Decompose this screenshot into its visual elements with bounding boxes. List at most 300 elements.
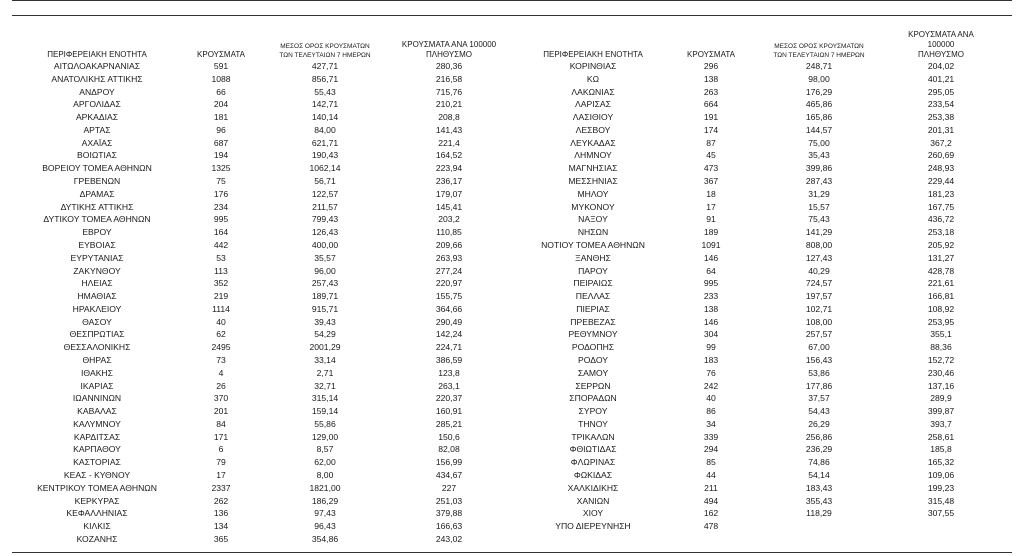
table-row <box>508 354 988 367</box>
cases-cell: 86 <box>706 406 716 417</box>
avg7-cell: 176,29 <box>805 86 833 97</box>
area-cell: ΖΑΚΥΝΘΟΥ <box>73 265 121 276</box>
per100k-cell: 253,95 <box>927 316 955 327</box>
cases-cell: 664 <box>703 99 719 110</box>
area-cell: ΗΛΕΙΑΣ <box>81 278 113 289</box>
avg7-cell: 33,14 <box>314 354 336 365</box>
per100k-cell: 185,8 <box>930 444 952 455</box>
avg7-cell: 55,86 <box>314 418 336 429</box>
area-cell: ΜΗΛΟΥ <box>577 188 609 199</box>
cases-cell: 367 <box>703 176 719 187</box>
per100k-cell: 220,97 <box>435 278 463 289</box>
table-row <box>508 60 988 73</box>
area-cell: ΕΒΡΟΥ <box>82 227 112 238</box>
per100k-cell: 224,71 <box>435 342 463 353</box>
cases-cell: 442 <box>213 239 229 250</box>
cases-cell: 76 <box>706 367 716 378</box>
area-cell: ΠΕΛΛΑΣ <box>575 291 611 302</box>
table-row <box>12 213 508 226</box>
cases-cell: 136 <box>213 508 229 519</box>
per100k-cell: 715,76 <box>435 86 463 97</box>
per100k-cell: 401,21 <box>927 73 955 84</box>
cases-cell: 162 <box>703 508 719 519</box>
left-data-table <box>12 60 508 546</box>
area-cell: ΣΠΟΡΑΔΩΝ <box>569 393 617 404</box>
table-row <box>12 98 508 111</box>
avg7-cell: 287,43 <box>805 176 833 187</box>
cases-cell: 2495 <box>211 342 231 353</box>
area-cell: ΛΕΥΚΑΔΑΣ <box>570 137 616 148</box>
area-cell: ΝΑΞΟΥ <box>578 214 608 225</box>
area-cell: ΒΟΙΩΤΙΑΣ <box>77 150 117 161</box>
table-row <box>508 213 988 226</box>
avg7-cell: 37,57 <box>808 393 830 404</box>
per100k-cell: 179,07 <box>435 188 463 199</box>
table-row <box>12 367 508 380</box>
table-row <box>12 354 508 367</box>
area-cell: ΧΑΛΚΙΔΙΚΗΣ <box>567 482 619 493</box>
cases-cell: 1091 <box>701 239 721 250</box>
cases-cell: 84 <box>216 418 226 429</box>
avg7-cell: 856,71 <box>311 73 339 84</box>
avg7-cell: 159,14 <box>311 406 339 417</box>
table-row <box>12 73 508 86</box>
per100k-cell: 315,48 <box>927 495 955 506</box>
table-row <box>508 265 988 278</box>
area-cell: ΛΕΣΒΟΥ <box>575 124 611 135</box>
area-cell: ΙΘΑΚΗΣ <box>81 367 113 378</box>
avg7-cell: 211,57 <box>312 201 338 212</box>
area-cell: ΤΗΝΟΥ <box>578 418 608 429</box>
avg7-cell: 96,00 <box>314 265 336 276</box>
avg7-cell: 354,86 <box>311 533 339 544</box>
per100k-cell: 248,93 <box>927 163 955 174</box>
table-row <box>508 469 988 482</box>
cases-cell: 53 <box>216 252 226 263</box>
per100k-cell: 204,02 <box>927 61 955 71</box>
table-row <box>12 341 508 354</box>
table-row <box>508 328 988 341</box>
table-row <box>12 520 508 533</box>
cases-cell: 687 <box>213 137 229 148</box>
avg7-cell: 40,29 <box>808 265 830 276</box>
cases-cell: 75 <box>216 176 226 187</box>
avg7-cell: 126,43 <box>311 227 339 238</box>
table-row <box>12 201 508 214</box>
cases-cell: 138 <box>703 303 719 314</box>
cases-cell: 189 <box>703 227 719 238</box>
table-row <box>12 226 508 239</box>
cases-cell: 352 <box>213 278 229 289</box>
avg7-cell: 2001,29 <box>309 342 341 353</box>
table-row <box>12 456 508 469</box>
left-header-area: ΠΕΡΙΦΕΡΕΙΑΚΗ ΕΝΟΤΗΤΑ <box>47 50 147 59</box>
cases-cell: 17 <box>216 470 226 480</box>
per100k-cell: 263,93 <box>435 252 463 263</box>
cases-cell: 66 <box>216 86 226 97</box>
per100k-cell: 152,72 <box>927 354 955 365</box>
cases-cell: 262 <box>213 495 229 506</box>
table-row <box>508 175 988 188</box>
cases-cell: 478 <box>703 521 719 532</box>
cases-cell: 995 <box>703 278 719 289</box>
per100k-cell: 109,06 <box>927 470 955 480</box>
cases-cell: 1088 <box>211 73 231 84</box>
per100k-cell: 82,08 <box>438 444 460 455</box>
area-cell: ΞΑΝΘΗΣ <box>575 252 611 263</box>
per100k-cell: 229,44 <box>927 176 955 187</box>
per100k-cell: 141,43 <box>435 124 463 135</box>
per100k-cell: 280,36 <box>435 61 463 71</box>
area-cell: ΛΑΡΙΣΑΣ <box>575 99 611 110</box>
table-row <box>508 111 988 124</box>
area-cell: ΙΩΑΝΝΙΝΩΝ <box>72 393 122 404</box>
per100k-cell: 233,54 <box>927 99 955 110</box>
avg7-cell: 54,29 <box>314 329 336 340</box>
right-data-table <box>508 60 988 533</box>
per100k-cell: 434,67 <box>435 470 463 480</box>
area-cell: ΥΠΟ ΔΙΕΡΕΥΝΗΣΗ <box>555 521 631 532</box>
avg7-cell: 400,00 <box>311 239 339 250</box>
avg7-cell: 75,43 <box>808 214 830 225</box>
avg7-cell: 62,00 <box>314 457 336 468</box>
per100k-cell: 230,46 <box>927 367 955 378</box>
avg7-cell: 55,43 <box>314 86 336 97</box>
table-row <box>508 443 988 456</box>
cases-cell: 99 <box>706 342 716 353</box>
area-cell: ΤΡΙΚΑΛΩΝ <box>571 431 615 442</box>
avg7-cell: 799,43 <box>311 214 339 225</box>
area-cell: ΠΕΙΡΑΙΩΣ <box>573 278 613 289</box>
avg7-cell: 54,14 <box>808 470 830 480</box>
area-cell: ΡΟΔΟΥ <box>578 354 608 365</box>
cases-cell: 91 <box>706 214 716 225</box>
avg7-cell: 122,57 <box>311 188 339 199</box>
cases-cell: 494 <box>703 495 719 506</box>
avg7-cell: 84,00 <box>314 124 336 135</box>
area-cell: ΑΡΓΟΛΙΔΑΣ <box>73 99 121 110</box>
per100k-cell: 260,69 <box>927 150 955 161</box>
per100k-cell: 307,55 <box>927 508 955 519</box>
cases-cell: 45 <box>706 150 716 161</box>
avg7-cell: 102,71 <box>805 303 833 314</box>
left-header-cases: ΚΡΟΥΣΜΑΤΑ <box>197 50 245 59</box>
area-cell: ΡΟΔΟΠΗΣ <box>571 342 615 353</box>
cases-cell: 2337 <box>211 482 231 493</box>
area-cell: ΚΟΖΑΝΗΣ <box>76 533 118 544</box>
area-cell: ΔΥΤΙΚΗΣ ΑΤΤΙΚΗΣ <box>60 201 134 212</box>
area-cell: ΦΩΚΙΔΑΣ <box>573 470 613 480</box>
table-row <box>12 495 508 508</box>
avg7-cell: 177,86 <box>805 380 833 391</box>
cases-cell: 18 <box>706 188 716 199</box>
cases-cell: 365 <box>213 533 229 544</box>
avg7-cell: 108,00 <box>805 316 833 327</box>
table-row <box>508 456 988 469</box>
cases-cell: 183 <box>703 354 719 365</box>
cases-cell: 64 <box>706 265 716 276</box>
area-cell: ΘΕΣΣΑΛΟΝΙΚΗΣ <box>63 342 131 353</box>
per100k-cell: 110,85 <box>436 227 462 238</box>
cases-cell: 26 <box>216 380 226 391</box>
cases-cell: 211 <box>704 482 718 493</box>
table-row <box>12 277 508 290</box>
cases-cell: 219 <box>213 291 229 302</box>
avg7-cell: 1062,14 <box>309 163 341 174</box>
table-row <box>508 495 988 508</box>
per100k-cell: 428,78 <box>927 265 955 276</box>
table-row <box>508 418 988 431</box>
avg7-cell: 141,29 <box>805 227 833 238</box>
per100k-cell: 201,31 <box>927 124 955 135</box>
avg7-cell: 96,43 <box>314 521 336 532</box>
area-cell: ΧΙΟΥ <box>582 508 604 519</box>
avg7-cell: 118,29 <box>806 508 832 519</box>
avg7-cell: 183,43 <box>805 482 833 493</box>
per100k-cell: 290,49 <box>435 316 463 327</box>
per100k-cell <box>894 520 988 533</box>
per100k-cell: 355,1 <box>930 329 952 340</box>
table-row <box>12 252 508 265</box>
cases-cell: 473 <box>703 163 719 174</box>
area-cell: ΦΛΩΡΙΝΑΣ <box>570 457 616 468</box>
per100k-cell: 203,2 <box>438 214 460 225</box>
area-cell: ΦΘΙΩΤΙΔΑΣ <box>569 444 617 455</box>
per100k-cell: 364,66 <box>435 303 463 314</box>
right-header-per100k: ΚΡΟΥΣΜΑΤΑ ΑΝΑ 100000 ΠΛΗΘΥΣΜΟ <box>908 30 974 59</box>
table-row <box>508 380 988 393</box>
area-cell: ΚΑΒΑΛΑΣ <box>77 406 117 417</box>
table-row <box>12 303 508 316</box>
avg7-cell <box>744 520 894 533</box>
area-cell: ΔΡΑΜΑΣ <box>79 188 115 199</box>
table-row <box>12 111 508 124</box>
avg7-cell: 144,57 <box>805 124 833 135</box>
cases-cell: 176 <box>213 188 229 199</box>
avg7-cell: 465,86 <box>805 99 833 110</box>
area-cell: ΝΗΣΩΝ <box>577 227 609 238</box>
header-rule <box>12 15 1012 16</box>
table-row <box>12 124 508 137</box>
cases-cell: 204 <box>213 99 229 110</box>
avg7-cell: 127,43 <box>805 252 833 263</box>
table-row <box>508 367 988 380</box>
per100k-cell: 253,18 <box>927 227 955 238</box>
avg7-cell: 257,43 <box>311 278 339 289</box>
avg7-cell: 31,29 <box>808 188 830 199</box>
area-cell: ΒΟΡΕΙΟΥ ΤΟΜΕΑ ΑΘΗΝΩΝ <box>42 163 152 174</box>
table-row <box>12 418 508 431</box>
area-cell: ΣΕΡΡΩΝ <box>575 380 611 391</box>
per100k-cell: 243,02 <box>435 533 463 544</box>
cases-cell: 194 <box>213 150 229 161</box>
avg7-cell: 355,43 <box>805 495 833 506</box>
area-cell: ΑΡΚΑΔΙΑΣ <box>75 112 119 123</box>
per100k-cell: 289,9 <box>930 393 952 404</box>
area-cell: ΠΙΕΡΙΑΣ <box>576 303 610 314</box>
cases-cell: 263 <box>703 86 719 97</box>
avg7-cell: 39,43 <box>314 316 336 327</box>
area-cell: ΜΥΚΟΝΟΥ <box>571 201 615 212</box>
table-row <box>12 328 508 341</box>
area-cell: ΑΡΤΑΣ <box>83 124 111 135</box>
avg7-cell: 142,71 <box>311 99 339 110</box>
area-cell: ΙΚΑΡΙΑΣ <box>80 380 114 391</box>
cases-cell: 134 <box>213 521 229 532</box>
avg7-cell: 129,00 <box>311 431 339 442</box>
area-cell: ΕΥΡΥΤΑΝΙΑΣ <box>70 252 124 263</box>
table-row <box>12 507 508 520</box>
cases-cell: 146 <box>703 316 719 327</box>
per100k-cell: 165,32 <box>927 457 955 468</box>
cases-cell: 96 <box>216 124 226 135</box>
per100k-cell: 160,91 <box>435 406 463 417</box>
avg7-cell: 15,57 <box>808 201 830 212</box>
cases-cell: 234 <box>213 201 229 212</box>
cases-cell: 85 <box>706 457 716 468</box>
right-header-cases: ΚΡΟΥΣΜΑΤΑ <box>687 50 735 59</box>
avg7-cell: 248,71 <box>805 61 833 71</box>
table-row <box>508 482 988 495</box>
table-row <box>508 149 988 162</box>
table-row <box>12 149 508 162</box>
table-row <box>12 533 508 546</box>
cases-cell: 4 <box>218 367 224 378</box>
area-cell: ΘΕΣΠΡΩΤΙΑΣ <box>69 329 125 340</box>
per100k-cell: 367,2 <box>930 137 952 148</box>
area-cell: ΓΡΕΒΕΝΩΝ <box>73 176 121 187</box>
table-row <box>508 431 988 444</box>
right-header-area: ΠΕΡΙΦΕΡΕΙΑΚΗ ΕΝΟΤΗΤΑ <box>543 50 643 59</box>
per100k-cell: 386,59 <box>435 354 463 365</box>
area-cell: ΡΕΘΥΜΝΟΥ <box>568 329 618 340</box>
table-row <box>508 252 988 265</box>
avg7-cell: 915,71 <box>311 303 339 314</box>
table-row <box>12 188 508 201</box>
area-cell: ΘΑΣΟΥ <box>82 316 112 327</box>
avg7-cell: 236,29 <box>805 444 833 455</box>
table-row <box>508 316 988 329</box>
area-cell: ΝΟΤΙΟΥ ΤΟΜΕΑ ΑΘΗΝΩΝ <box>541 239 645 250</box>
table-row <box>12 380 508 393</box>
per100k-cell: 223,94 <box>435 163 463 174</box>
avg7-cell: 189,71 <box>311 291 339 302</box>
per100k-cell: 253,38 <box>927 112 955 123</box>
per100k-cell: 285,21 <box>435 418 463 429</box>
table-row <box>508 507 988 520</box>
per100k-cell: 131,27 <box>927 252 955 263</box>
per100k-cell: 399,87 <box>927 406 955 417</box>
area-cell: ΜΕΣΣΗΝΙΑΣ <box>568 176 618 187</box>
per100k-cell: 263,1 <box>438 380 460 391</box>
cases-cell: 370 <box>213 393 229 404</box>
area-cell: ΚΕΡΚΥΡΑΣ <box>74 495 120 506</box>
cases-cell: 73 <box>216 354 226 365</box>
area-cell: ΚΟΡΙΝΘΙΑΣ <box>569 61 617 71</box>
area-cell: ΚΕΦΑΛΛΗΝΙΑΣ <box>66 508 128 519</box>
per100k-cell: 199,23 <box>927 482 955 493</box>
avg7-cell: 75,00 <box>808 137 830 148</box>
per100k-cell: 167,75 <box>927 201 955 212</box>
cases-cell: 191 <box>703 112 719 123</box>
top-rule <box>12 0 1012 1</box>
avg7-cell: 98,00 <box>808 73 830 84</box>
table-row <box>12 392 508 405</box>
table-row <box>12 265 508 278</box>
table-row <box>12 316 508 329</box>
cases-cell: 113 <box>214 265 228 276</box>
cases-cell: 181 <box>213 112 229 123</box>
area-cell: ΚΕΝΤΡΙΚΟΥ ΤΟΜΕΑ ΑΘΗΝΩΝ <box>37 482 157 493</box>
table-row <box>508 277 988 290</box>
area-cell: ΘΗΡΑΣ <box>82 354 112 365</box>
per100k-cell: 221,61 <box>927 278 955 289</box>
cases-cell: 201 <box>213 406 229 417</box>
avg7-cell: 399,86 <box>805 163 833 174</box>
avg7-cell: 74,86 <box>808 457 830 468</box>
table-row <box>12 482 508 495</box>
area-cell: ΛΗΜΝΟΥ <box>574 150 612 161</box>
table-row <box>508 86 988 99</box>
cases-cell: 44 <box>706 470 716 480</box>
cases-cell: 40 <box>706 393 716 404</box>
area-cell: ΛΑΣΙΘΙΟΥ <box>572 112 614 123</box>
table-row <box>12 162 508 175</box>
per100k-cell: 436,72 <box>927 214 955 225</box>
area-cell: ΣΥΡΟΥ <box>578 406 608 417</box>
area-cell: ΠΑΡΟΥ <box>578 265 608 276</box>
table-row <box>508 162 988 175</box>
table-row <box>508 341 988 354</box>
area-cell: ΚΑΡΔΙΤΣΑΣ <box>73 431 121 442</box>
table-row <box>508 188 988 201</box>
table-row <box>508 520 988 533</box>
avg7-cell: 53,86 <box>808 367 830 378</box>
per100k-cell: 205,92 <box>927 239 955 250</box>
avg7-cell: 97,43 <box>314 508 336 519</box>
avg7-cell: 621,71 <box>311 137 339 148</box>
per100k-cell: 166,81 <box>927 291 955 302</box>
cases-cell: 591 <box>213 61 229 71</box>
per100k-cell: 221,4 <box>438 137 460 148</box>
avg7-cell: 35,57 <box>314 252 336 263</box>
area-cell: ΚΑΛΥΜΝΟΥ <box>73 418 121 429</box>
cases-cell: 171 <box>213 431 229 442</box>
area-cell: ΣΑΜΟΥ <box>577 367 609 378</box>
cases-cell: 79 <box>216 457 226 468</box>
avg7-cell: 724,57 <box>805 278 833 289</box>
avg7-cell: 67,00 <box>808 342 830 353</box>
per100k-cell: 210,21 <box>435 99 463 110</box>
cases-cell: 17 <box>706 201 716 212</box>
table-row <box>12 239 508 252</box>
avg7-cell: 2,71 <box>316 367 334 378</box>
cases-cell: 242 <box>703 380 719 391</box>
cases-cell: 995 <box>213 214 229 225</box>
table-row <box>508 98 988 111</box>
cases-cell: 294 <box>703 444 719 455</box>
per100k-cell: 137,16 <box>927 380 955 391</box>
per100k-cell: 216,58 <box>435 73 463 84</box>
right-table-wrap <box>508 60 988 533</box>
avg7-cell: 190,43 <box>311 150 339 161</box>
per100k-cell: 393,7 <box>930 418 952 429</box>
cases-cell: 233 <box>703 291 719 302</box>
avg7-cell: 257,57 <box>805 329 833 340</box>
per100k-cell: 220,37 <box>435 393 463 404</box>
table-row <box>508 290 988 303</box>
table-row <box>508 137 988 150</box>
